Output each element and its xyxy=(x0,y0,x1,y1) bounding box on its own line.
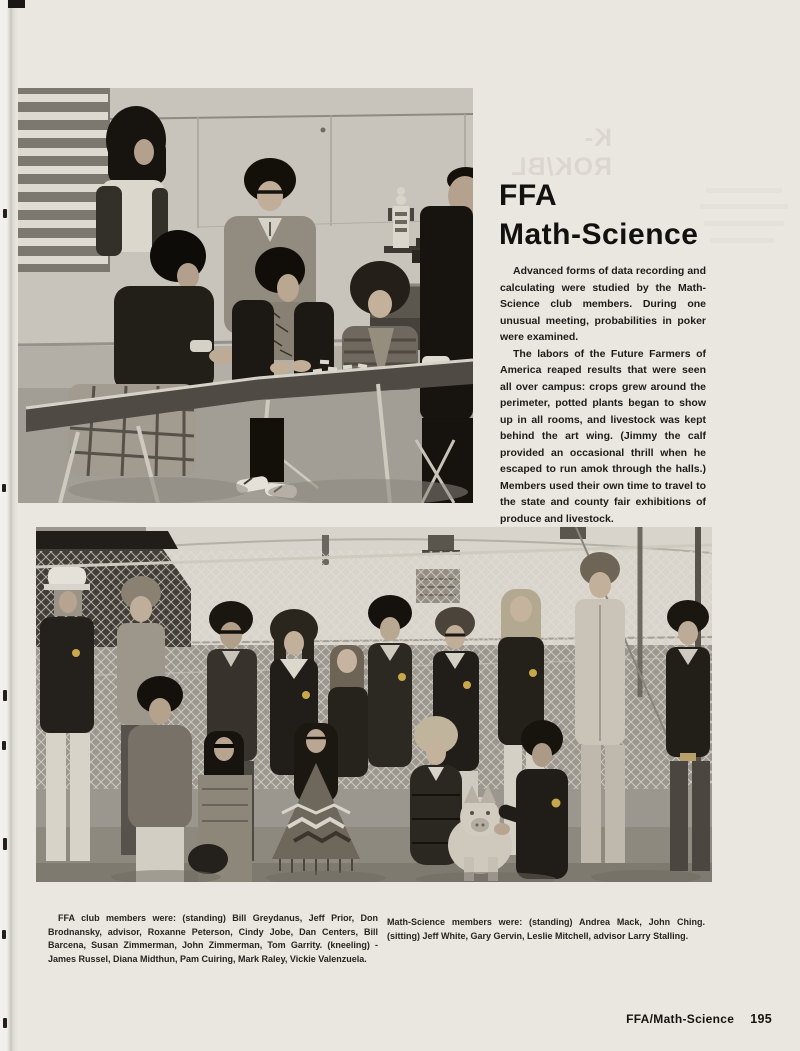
page-footer xyxy=(626,1012,772,1026)
classroom-photo-art xyxy=(18,88,473,503)
bleedthrough-line xyxy=(706,188,782,193)
classroom-photo xyxy=(18,88,473,503)
scan-artifact-mark xyxy=(2,484,6,492)
bleedthrough-line xyxy=(710,238,774,243)
group-photo-art xyxy=(36,527,712,882)
bleedthrough-text: K-ROK/BL xyxy=(510,124,612,181)
ffa-group-photo xyxy=(36,527,712,882)
article-paragraph: Advanced forms of data recording and calculating were studied by the Math-Science club members. During one unusual meeting, probabilities in poker were examined. xyxy=(500,265,706,343)
bleedthrough-line xyxy=(704,221,784,226)
page-number: 195 xyxy=(750,1012,772,1026)
ffa-photo-caption: FFA club members were: (standing) Bill Greydanus, Jeff Prior, Don Brodnansky, advisor, Roxanne Peterson, Cindy Jobe, Dan Centers, Bill Barcena, Susan Zimmerman, John Zimmerman, Tom Garrity. (kneeling) - James Russel, Diana Midthun, Pam Cuiring, Mark Raley, Vickie Valenzuela. xyxy=(48,913,378,964)
page-gutter-shadow xyxy=(0,0,18,1051)
member-shag-boy xyxy=(368,595,412,767)
article-title xyxy=(499,176,698,254)
title-line-ffa: FFA xyxy=(499,179,558,212)
scan-artifact-mark xyxy=(3,209,7,218)
article-body xyxy=(500,263,706,527)
article-paragraph: The labors of the Future Farmers of America reaped results that were seen all over campus: crops grew around the perimeter, potted plants began to show up in all rooms, and livestock was kept behind the art wing. (Jimmy the calf provided an occasional thrill when he escaped to run amok through the halls.) Members used their own time to travel to the state and county fair exhibitions of produce and livestock. xyxy=(500,347,706,525)
scan-artifact-mark xyxy=(3,690,7,701)
bleedthrough-line xyxy=(700,204,788,209)
scan-artifact-mark xyxy=(8,0,25,8)
mathscience-photo-caption: Math-Science members were: (standing) Andrea Mack, John Ching. (sitting) Jeff White, Gary Gervin, Leslie Mitchell, advisor Larry Stalling. xyxy=(387,917,705,941)
scan-artifact-mark xyxy=(3,1018,7,1028)
scan-artifact-mark xyxy=(3,838,7,850)
scan-artifact-mark xyxy=(2,741,6,750)
title-line-mathscience: Math-Science xyxy=(499,218,699,251)
footer-section-label: FFA/Math-Science xyxy=(626,1012,735,1026)
scan-artifact-mark xyxy=(2,930,6,939)
